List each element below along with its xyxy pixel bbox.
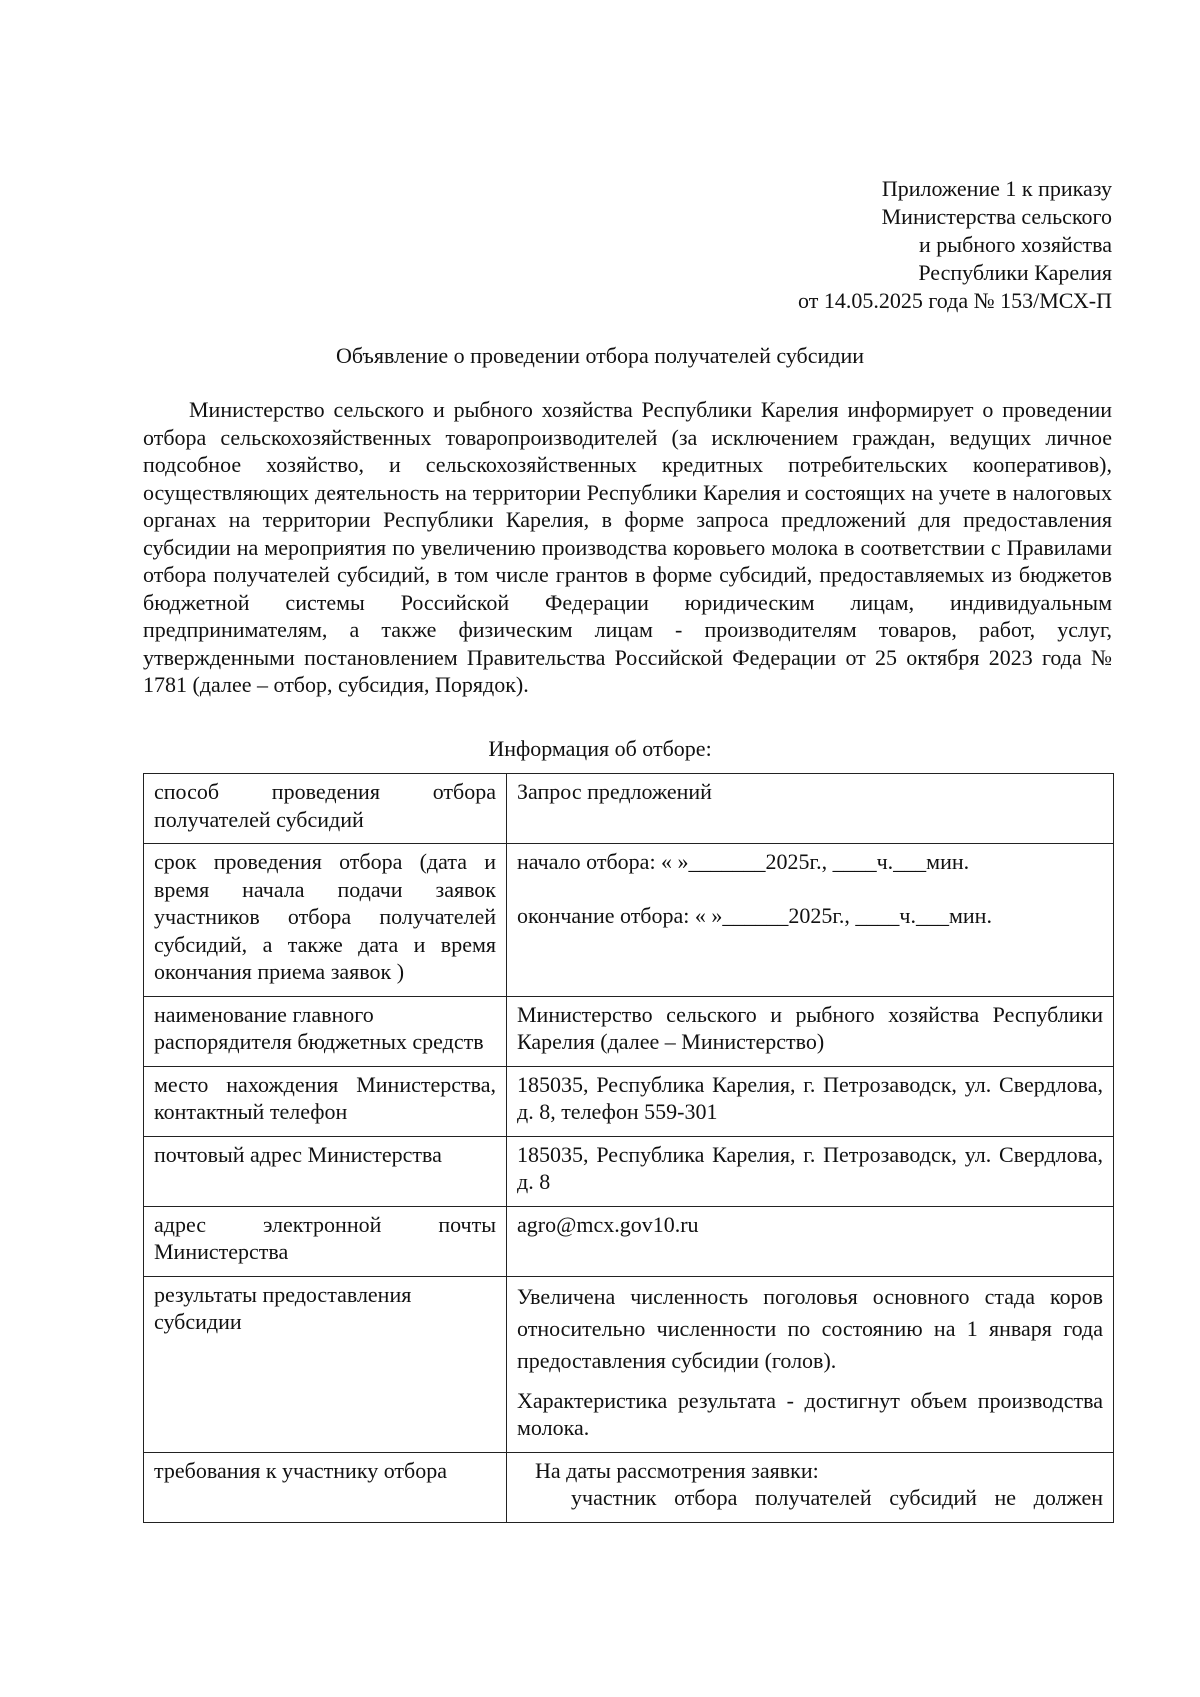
requirements-text: участник отбора получателей субсидий не должен <box>571 1485 1103 1510</box>
row-value: Министерство сельского и рыбного хозяйства Республики Карелия (далее – Министерство) <box>507 996 1114 1066</box>
approval-line: Приложение 1 к приказу <box>881 176 1112 201</box>
row-label: почтовый адрес Министерства <box>144 1136 507 1206</box>
row-label: адрес электронной почты Министерства <box>144 1206 507 1276</box>
result-characteristic: Характеристика результата - достигнут объем производства молока. <box>517 1387 1103 1440</box>
table-row <box>144 774 1114 844</box>
row-label: требования к участнику отбора <box>144 1452 507 1522</box>
row-value <box>507 844 1114 997</box>
row-label: результаты предоставления субсидии <box>144 1276 507 1452</box>
approval-line: Республики Карелия <box>918 260 1112 285</box>
row-value <box>507 1276 1114 1452</box>
table-row <box>144 1452 1114 1522</box>
table-row <box>144 1066 1114 1136</box>
row-value <box>507 1452 1114 1522</box>
result-text: Увеличена численность поголовья основного стада коров относительно численности по состоянию на 1 января года предоставления субсидии (голов). <box>517 1283 1103 1373</box>
info-heading: Информация об отборе: <box>488 736 712 761</box>
row-value: Запрос предложений <box>507 774 1114 844</box>
table-row <box>144 1136 1114 1206</box>
document-title: Объявление о проведении отбора получателей субсидии <box>335 343 865 368</box>
row-label: место нахождения Министерства, контактный телефон <box>144 1066 507 1136</box>
row-label: наименование главного распорядителя бюджетных средств <box>144 996 507 1066</box>
selection-start: начало отбора: « »_______2025г., ____ч.___мин. <box>517 849 970 874</box>
row-value: 185035, Республика Карелия, г. Петрозаводск, ул. Свердлова, д. 8 <box>507 1136 1114 1206</box>
approval-line: от 14.05.2025 года № 153/МСХ-П <box>798 288 1112 313</box>
row-label: способ проведения отбора получателей субсидий <box>144 774 507 844</box>
selection-end: окончание отбора: « »______2025г., ____ч.___мин. <box>517 902 992 928</box>
table-row <box>144 996 1114 1066</box>
approval-line: и рыбного хозяйства <box>919 232 1112 257</box>
approval-stamp <box>798 175 1112 315</box>
email-value: agro@mcx.gov10.ru <box>507 1206 1114 1276</box>
info-table <box>143 773 1114 1523</box>
approval-line: Министерства сельского <box>881 204 1112 229</box>
table-row <box>144 1276 1114 1452</box>
intro-paragraph: Министерство сельского и рыбного хозяйства Республики Карелия информирует о проведении отбора сельскохозяйственных товаропроизводителей (за исключением граждан, ведущих личное подсобное хозяйство, и сельскохозяйственных кредитных потребительских кооперативов), осуществляющих деятельность на территории Республики Карелия и состоящих на учете в налоговых органах на территории Республики Карелия, в форме запроса предложений для предоставления субсидии на мероприятия по увеличению производства коровьего молока в соответствии с Правилами отбора получателей субсидий, в том числе грантов в форме субсидий, предоставляемых из бюджетов бюджетной системы Российской Федерации юридическим лицам, индивидуальным предпринимателям, а также физическим лицам - производителям товаров, работ, услуг, утвержденными постановлением Правительства Российской Федерации от 25 октября 2023 года № 1781 (далее – отбор, субсидия, Порядок). <box>143 397 1112 697</box>
table-row <box>144 1206 1114 1276</box>
requirements-intro: На даты рассмотрения заявки: <box>535 1457 819 1483</box>
table-row <box>144 844 1114 997</box>
row-label: срок проведения отбора (дата и время начала подачи заявок участников отбора получателей субсидий, а также дата и время окончания приема заявок ) <box>144 844 507 997</box>
row-value: 185035, Республика Карелия, г. Петрозаводск, ул. Свердлова, д. 8, телефон 559-301 <box>507 1066 1114 1136</box>
